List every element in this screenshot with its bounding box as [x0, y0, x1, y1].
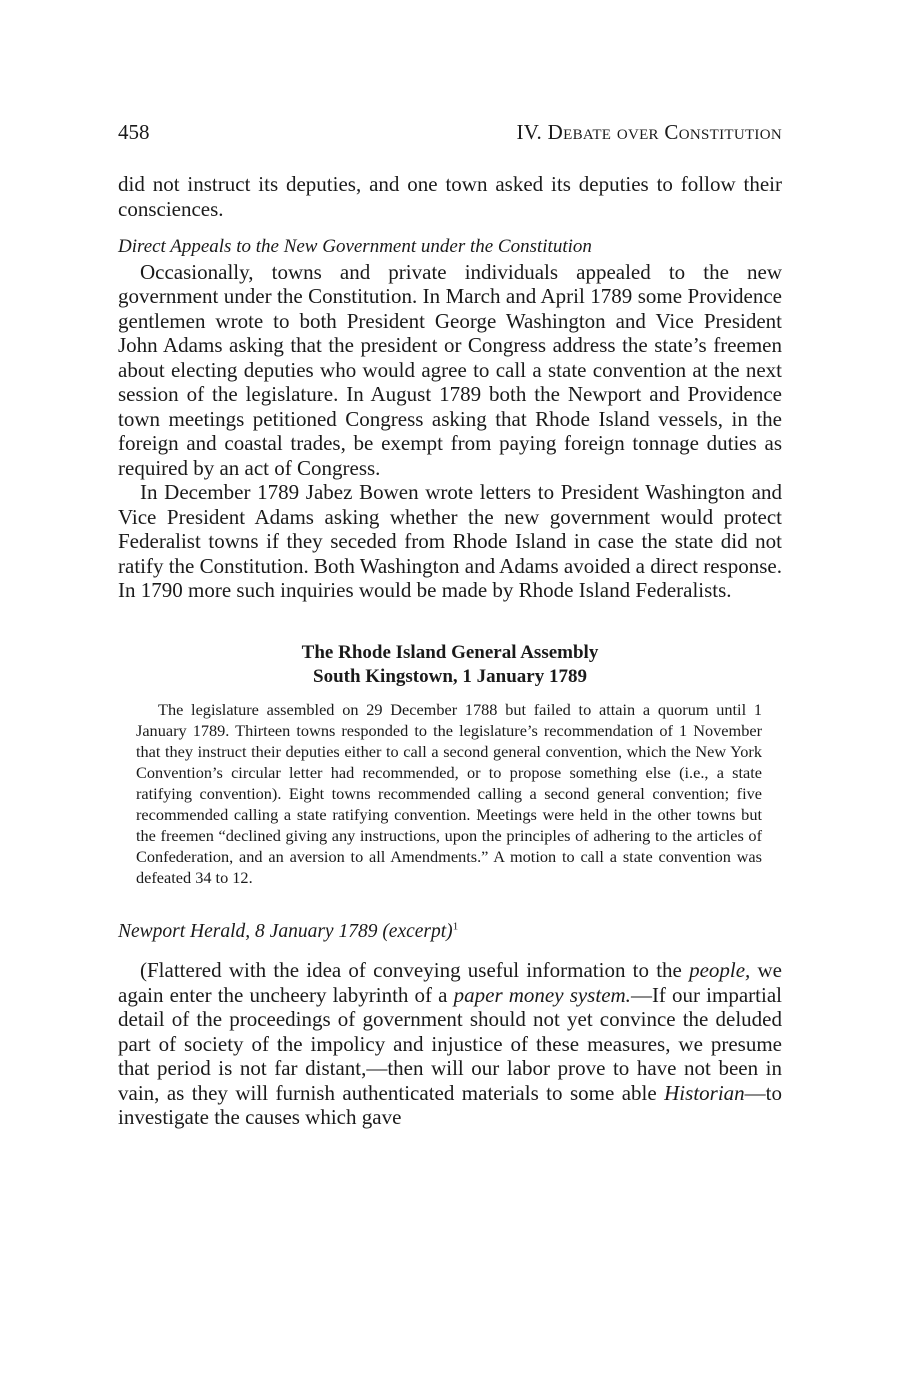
section-heading: Direct Appeals to the New Government under the Constitution: [118, 236, 592, 257]
headnote: The legislature assembled on 29 December 1788 but failed to attain a quorum until 1 January 1789. Thirteen towns responded to the legislature’s recommendation of 1 November that they instruct their deputies either to call a second general convention, which the New York Convention’s circular letter had recommended, or to propose something else (i.e., a state ratifying convention). Eight towns recommended calling a second general convention; five recommended calling a state ratifying convention. Meetings were held in the other towns but the freemen “declined giving any instructions, upon the principles of adhering to the articles of Confederation, and an aversion to all Amendments.” A motion to call a state convention was defeated 34 to 12.: [136, 699, 762, 887]
excerpt-text-1: (Flattered with the idea of conveying useful information to the: [140, 958, 690, 982]
excerpt-text-3: —If our impartial detail of the proceedings of government should not yet convince the deluded part of society of the impolicy and injustice of these measures, we presume that period is not far distant,—then will our labor prove to have not been in vain, as they will furnish authenticated materials to some able: [118, 982, 782, 1105]
running-title: IV. Debate over Constitution: [516, 120, 782, 144]
document-title: [118, 641, 782, 689]
document-title-line-1: The Rhode Island General Assembly: [301, 641, 599, 663]
footnote-marker: 1: [452, 920, 459, 932]
source-label: Newport Herald, 8 January 1789 (excerpt): [118, 920, 453, 942]
excerpt-italic-3: Historian: [664, 1080, 745, 1105]
section-paragraph-1: Occasionally, towns and private individuals appealed to the new government under the Constitution. In March and April 1789 some Providence gentlemen wrote to both President George Washington and Vice President John Adams asking that the president or Congress address the state’s freemen about electing deputies who would agree to call a state convention at the next session of the legislature. In August 1789 both the Newport and Providence town meetings petitioned Congress asking that Rhode Island vessels, in the foreign and coastal trades, be exempt from paying foreign tonnage duties as required by an act of Congress.: [118, 259, 782, 480]
page: [118, 118, 782, 1130]
excerpt-italic-2: paper money system.: [453, 982, 631, 1007]
excerpt-text-4: —to investigate the causes which gave: [118, 1080, 782, 1129]
section-paragraph-2: In December 1789 Jabez Bowen wrote letters to President Washington and Vice President Adams asking whether the new government would protect Federalist towns if they seceded from Rhode Island in case the state did not ratify the Constitution. Both Washington and Adams avoided a direct response. In 1790 more such inquiries would be made by Rhode Island Federalists.: [118, 480, 782, 602]
excerpt-text-2: we again enter the uncheery labyrinth of a: [118, 958, 782, 1007]
excerpt-italic-1: people,: [689, 958, 751, 982]
excerpt-paragraph: [118, 958, 782, 1130]
intro-paragraph: did not instruct its deputies, and one town asked its deputies to follow their consciences.: [118, 172, 782, 221]
source-citation: [118, 920, 782, 945]
running-head: [118, 118, 782, 146]
document-title-line-2: South Kingstown, 1 January 1789: [313, 665, 587, 687]
page-number: 458: [118, 120, 150, 144]
